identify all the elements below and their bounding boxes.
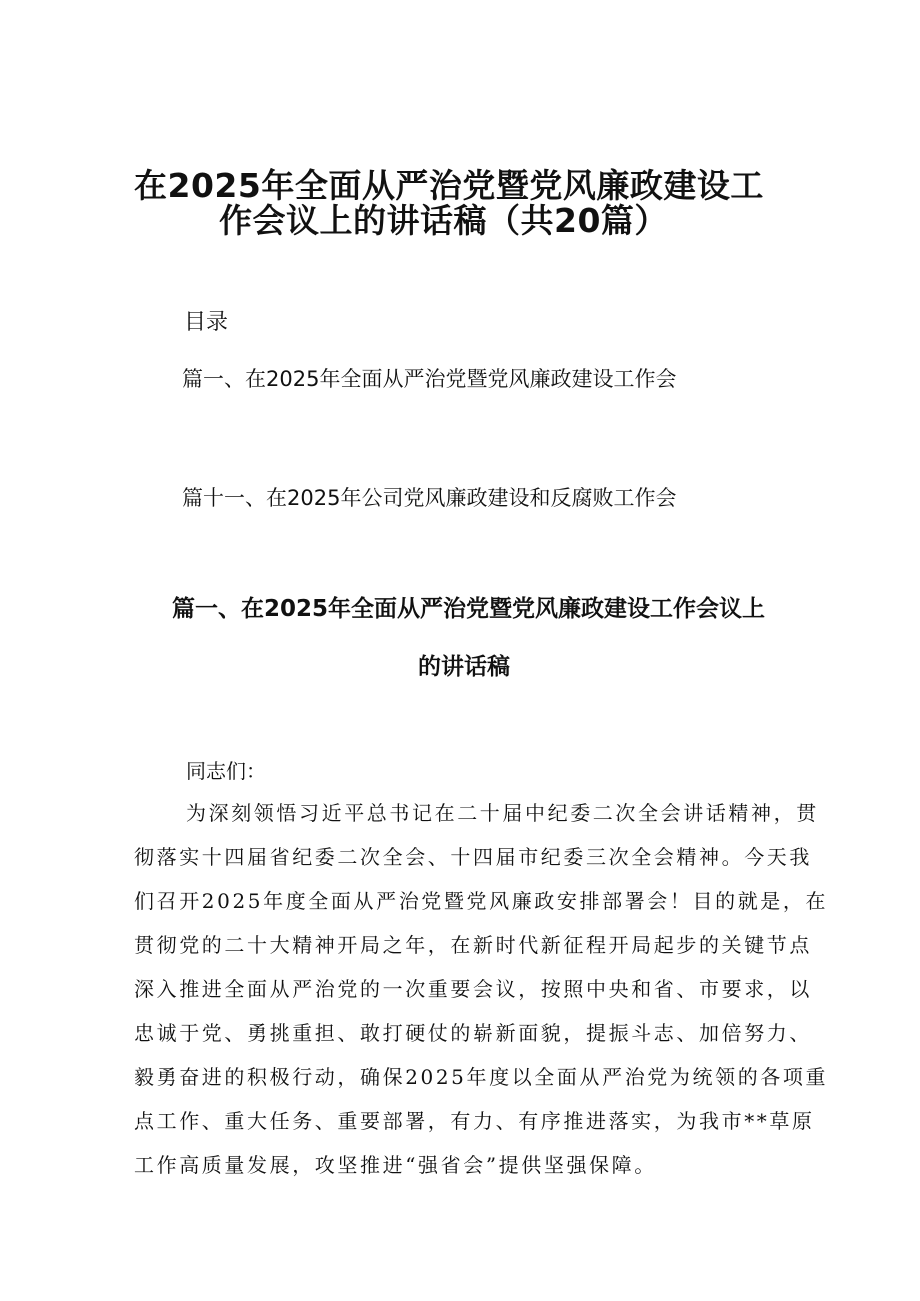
toc-item[interactable]: 篇十一、在2025年公司党风廉政建设和反腐败工作会	[182, 486, 677, 510]
body-line: 贯彻党的二十大精神开局之年，在新时代新征程开局起步的关键节点	[134, 933, 812, 957]
toc-heading: 目录	[184, 310, 229, 335]
body-line: 忠诚于党、勇挑重担、敢打硬仗的崭新面貌，提振斗志、加倍努力、	[134, 1021, 812, 1045]
greeting: 同志们：	[186, 759, 266, 783]
document-title-line-2: 作会议上的讲话稿（共20篇）	[219, 201, 668, 240]
body-line: 们召开2025年度全面从严治党暨党风廉政安排部署会！目的就是，在	[134, 889, 829, 913]
body-line: 深入推进全面从严治党的一次重要会议，按照中央和省、市要求，以	[134, 977, 812, 1001]
body-line: 彻落实十四届省纪委二次全会、十四届市纪委三次全会精神。今天我	[134, 845, 812, 869]
section-title-line-1: 篇一、在2025年全面从严治党暨党风廉政建设工作会议上	[172, 596, 766, 622]
body-line: 毅勇奋进的积极行动，确保2025年度以全面从严治党为统领的各项重	[134, 1065, 829, 1089]
section-title-line-2: 的讲话稿	[418, 654, 510, 680]
body-line: 点工作、重大任务、重要部署，有力、有序推进落实，为我市**草原	[134, 1109, 815, 1133]
document-title-line-1: 在2025年全面从严治党暨党风廉政建设工	[134, 166, 764, 205]
toc-item[interactable]: 篇一、在2025年全面从严治党暨党风廉政建设工作会	[182, 367, 677, 391]
body-line: 为深刻领悟习近平总书记在二十届中纪委二次全会讲话精神，贯	[186, 801, 819, 825]
body-line: 工作高质量发展，攻坚推进“强省会”提供坚强保障。	[134, 1153, 657, 1177]
